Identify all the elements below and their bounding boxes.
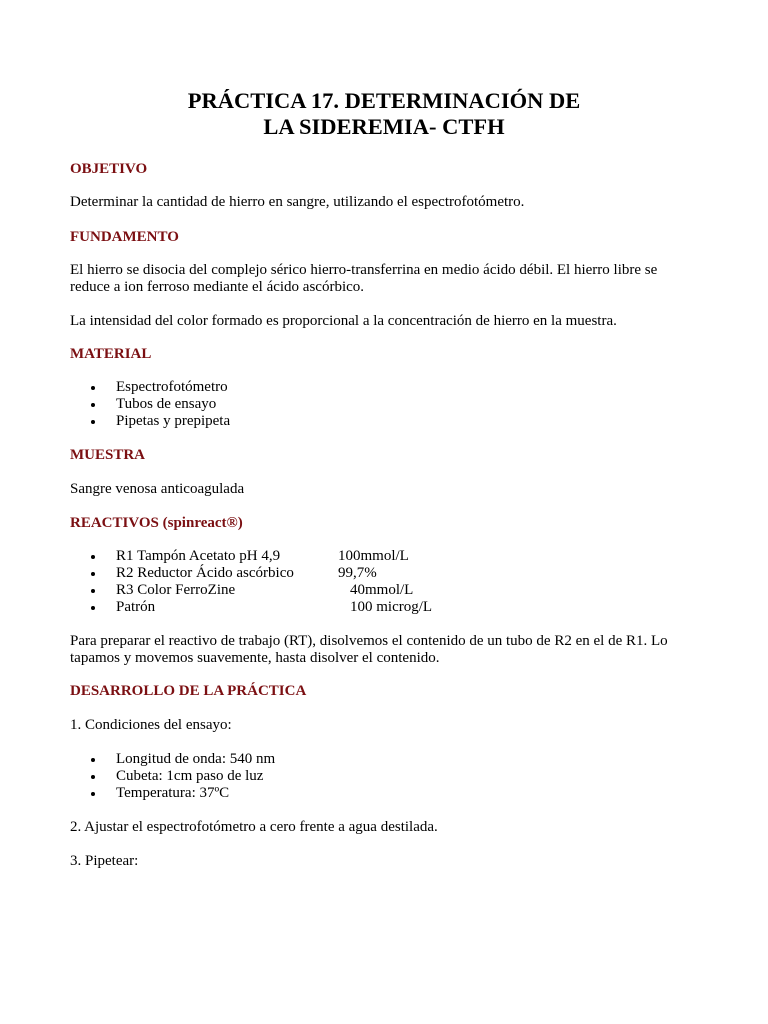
page-title <box>0 88 768 140</box>
bullet-icon <box>91 606 95 610</box>
reactivos-heading: REACTIVOS (spinreact®) <box>70 515 243 531</box>
title-line-2: LA SIDEREMIA- CTFH <box>263 114 505 139</box>
step-2-text: 2. Ajustar el espectrofotómetro a cero frente a agua destilada. <box>70 819 438 835</box>
reactivo-value: 100 microg/L <box>350 599 433 615</box>
condition-label: Longitud de onda: 540 nm <box>116 751 276 767</box>
bullet-icon <box>91 386 95 390</box>
reactivo-name: R1 Tampón Acetato pH 4,9 <box>116 548 281 564</box>
fundamento-paragraph-2: La intensidad del color formado es proporcional a la concentración de hierro en la muestra. <box>70 313 617 329</box>
fundamento-heading: FUNDAMENTO <box>70 229 179 245</box>
muestra-heading: MUESTRA <box>70 447 146 463</box>
reactivo-name: R2 Reductor Ácido ascórbico <box>116 565 294 581</box>
bullet-icon <box>91 589 95 593</box>
reactivo-value: 100mmol/L <box>338 548 409 564</box>
bullet-icon <box>91 403 95 407</box>
objetivo-heading: OBJETIVO <box>70 161 148 177</box>
material-heading: MATERIAL <box>70 346 152 362</box>
title-line-1: PRÁCTICA 17. DETERMINACIÓN DE <box>187 88 581 113</box>
fundamento-paragraph-1-line-1: El hierro se disocia del complejo sérico hierro-transferrina en medio ácido débil. El hierro libre se <box>70 262 658 278</box>
reactivo-value: 40mmol/L <box>350 582 414 598</box>
bullet-icon <box>91 792 95 796</box>
muestra-text: Sangre venosa anticoagulada <box>70 481 245 497</box>
bullet-icon <box>91 555 95 559</box>
reactivo-value: 99,7% <box>338 565 377 581</box>
step-1-text: 1. Condiciones del ensayo: <box>70 717 232 733</box>
reactivo-name: Patrón <box>116 599 156 615</box>
condition-label: Temperatura: 37ºC <box>116 785 230 801</box>
reactivos-paragraph-line-2: tapamos y movemos suavemente, hasta disolver el contenido. <box>70 650 440 666</box>
fundamento-paragraph-1 <box>70 262 710 296</box>
bullet-icon <box>91 572 95 576</box>
step-3-text: 3. Pipetear: <box>70 853 139 869</box>
bullet-icon <box>91 775 95 779</box>
bullet-icon <box>91 420 95 424</box>
material-item-label: Tubos de ensayo <box>116 396 217 412</box>
material-item-label: Pipetas y prepipeta <box>116 413 231 429</box>
condition-label: Cubeta: 1cm paso de luz <box>116 768 264 784</box>
reactivo-name: R3 Color FerroZine <box>116 582 236 598</box>
objetivo-text: Determinar la cantidad de hierro en sangre, utilizando el espectrofotómetro. <box>70 194 525 210</box>
reactivos-paragraph-line-1: Para preparar el reactivo de trabajo (RT), disolvemos el contenido de un tubo de R2 en el de R1. Lo <box>70 633 668 649</box>
desarrollo-heading: DESARROLLO DE LA PRÁCTICA <box>70 683 307 699</box>
fundamento-paragraph-1-line-2: reduce a ion ferroso mediante el ácido ascórbico. <box>70 279 365 295</box>
reactivos-paragraph <box>70 633 710 667</box>
bullet-icon <box>91 758 95 762</box>
material-item-label: Espectrofotómetro <box>116 379 228 395</box>
